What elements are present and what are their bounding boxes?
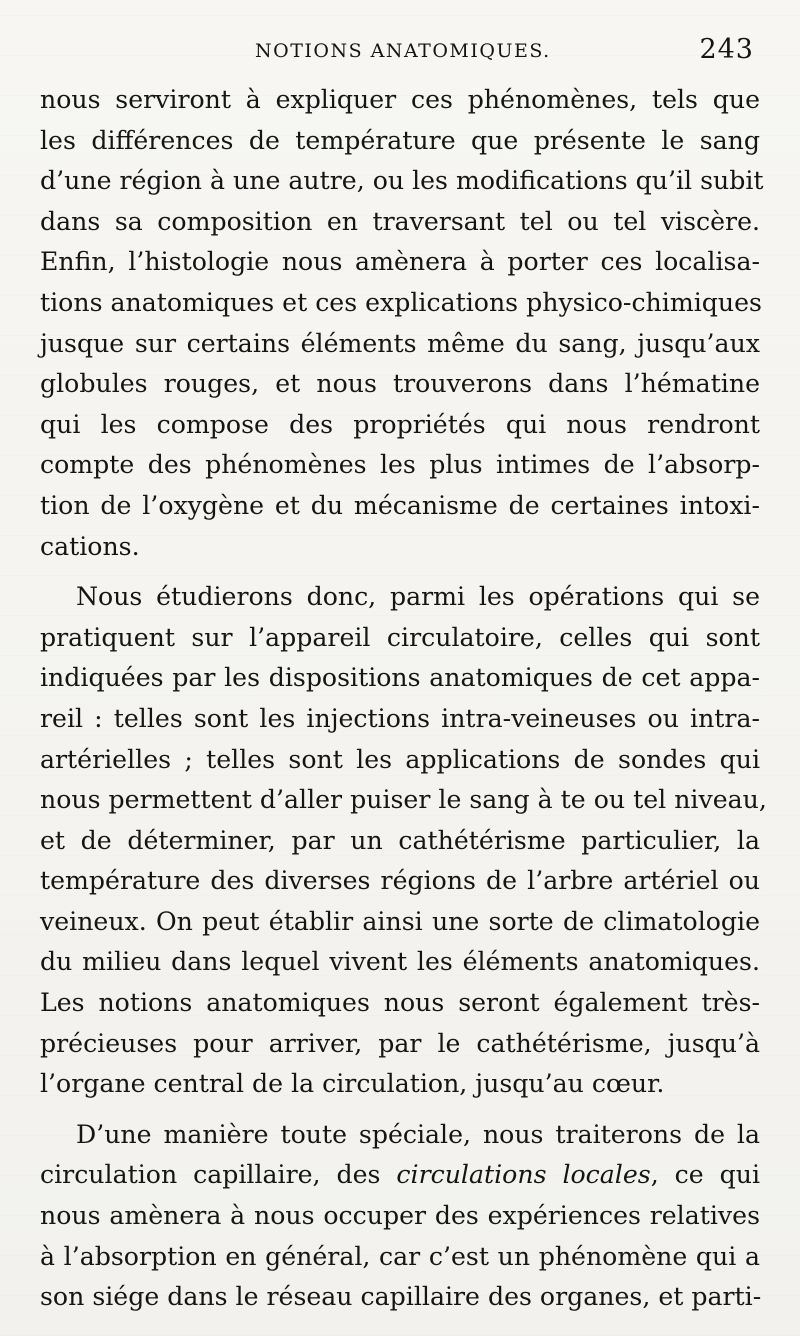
text-line: nous amènera à nous occuper des expériences relatives: [40, 1201, 760, 1231]
text-line: Les notions anatomiques nous seront également très-: [40, 988, 760, 1018]
text-line: nous permettent d’aller puiser le sang à te ou tel niveau,: [40, 785, 767, 815]
body-text: [40, 80, 767, 1318]
text-line: tions anatomiques et ces explications physico-chimiques: [40, 287, 762, 317]
text-line: cations.: [40, 531, 140, 561]
text-line: indiquées par les dispositions anatomiques de cet appa-: [40, 663, 760, 693]
text-line: dans sa composition en traversant tel ou tel viscère.: [40, 206, 760, 236]
text-line: d’une région à une autre, ou les modifications qu’il subit: [40, 166, 764, 196]
page-number: 243: [699, 34, 754, 65]
text-line: reil : telles sont les injections intra-veineuses ou intra-: [40, 703, 760, 733]
text-line: et de déterminer, par un cathétérisme particulier, la: [40, 825, 760, 855]
text-line: Enfin, l’histologie nous amènera à porter ces localisa-: [40, 247, 760, 277]
text-line: son siége dans le réseau capillaire des organes, et parti-: [40, 1282, 762, 1312]
page-header: [0, 34, 800, 70]
text-line: température des diverses régions de l’arbre artériel ou: [40, 866, 760, 896]
italic-phrase: circulations locales: [396, 1160, 651, 1190]
text-line: pratiquent sur l’appareil circulatoire, celles qui sont: [40, 622, 760, 652]
text-line: qui les compose des propriétés qui nous rendront: [40, 409, 760, 439]
text-line: compte des phénomènes les plus intimes de l’absorp-: [40, 450, 760, 480]
text-line: tion de l’oxygène et du mécanisme de certaines intoxi-: [40, 490, 760, 520]
text-line: l’organe central de la circulation, jusqu’au cœur.: [40, 1069, 665, 1099]
text-line: nous serviront à expliquer ces phénomènes, tels que: [40, 85, 760, 114]
running-head: NOTIONS ANATOMIQUES.: [255, 40, 551, 62]
text-line: à l’absorption en général, car c’est un phénomène qui a: [40, 1241, 760, 1271]
paragraph-start-line: Nous étudierons donc, parmi les opérations qui se: [76, 582, 760, 612]
text-line: précieuses pour arriver, par le cathétérisme, jusqu’à: [40, 1028, 760, 1058]
paragraph-start-line: D’une manière toute spéciale, nous traiterons de la: [76, 1119, 760, 1149]
text-line: veineux. On peut établir ainsi une sorte de climatologie: [40, 906, 760, 936]
text-segment: , ce qui: [650, 1160, 760, 1190]
text-line: artérielles ; telles sont les applications de sondes qui: [40, 744, 760, 774]
text-line: jusque sur certains éléments même du sang, jusqu’aux: [40, 328, 760, 358]
italic-text-line: [40, 1155, 760, 1196]
text-line: du milieu dans lequel vivent les éléments anatomiques.: [40, 947, 760, 977]
text-line: globules rouges, et nous trouverons dans l’hématine: [40, 369, 760, 399]
text-segment: circulation capillaire, des: [40, 1160, 397, 1190]
text-line: les différences de température que présente le sang: [40, 125, 760, 155]
